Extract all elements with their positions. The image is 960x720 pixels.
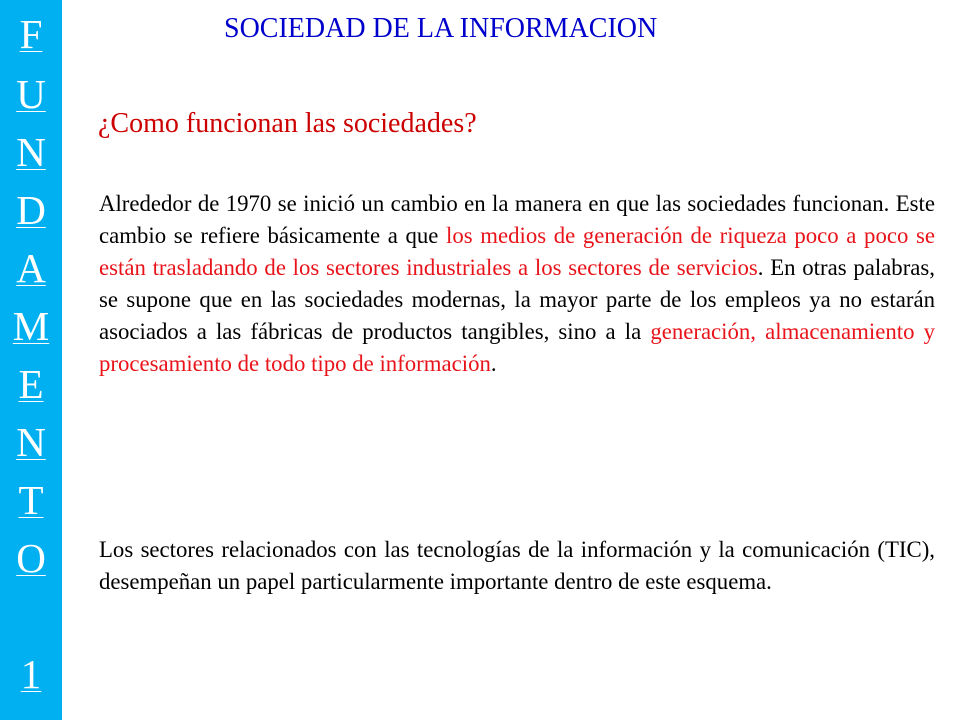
side-banner-letter: N (16, 129, 46, 175)
side-banner-letter: F (19, 11, 43, 57)
side-banner-letter: E (18, 361, 44, 407)
paragraph-text: . (490, 351, 497, 376)
body-paragraph-2: Los sectores relacionados con las tecnologías de la información y la comunicación (TIC), desempeñan un papel particularmente importante dentro de este esquema. (99, 537, 935, 594)
body-paragraph-1 (99, 188, 935, 380)
paragraph-text: . En otras palabras, se supone que en las sociedades modernas, la mayor parte de los empleos ya no estarán asociados a las fábricas de productos tangibles, sino a la (99, 255, 935, 344)
side-banner-letter: M (12, 303, 50, 349)
side-banner-letter: N (16, 419, 46, 465)
side-banner-letter: A (16, 245, 46, 291)
highlighted-text: generación, almacenamiento y procesamiento de todo tipo de información (99, 319, 935, 376)
side-banner (0, 0, 62, 720)
highlighted-text: los medios de generación de riqueza poco a poco se están trasladando de los sectores industriales a los sectores de servicios (99, 223, 935, 280)
paragraph-text: Alrededor de 1970 se inició un cambio en la manera en que las sociedades funcionan. Este cambio se refiere básicamente a que (99, 191, 935, 248)
slide-subtitle: ¿Como funcionan las sociedades? (98, 108, 477, 139)
side-banner-letter: U (16, 71, 46, 117)
side-banner-letter: D (16, 187, 46, 233)
side-banner-letter: T (18, 477, 44, 523)
slide-title: SOCIEDAD DE LA INFORMACION (224, 13, 658, 44)
side-banner-letter: 1 (20, 651, 42, 697)
side-banner-letter: O (16, 535, 46, 581)
